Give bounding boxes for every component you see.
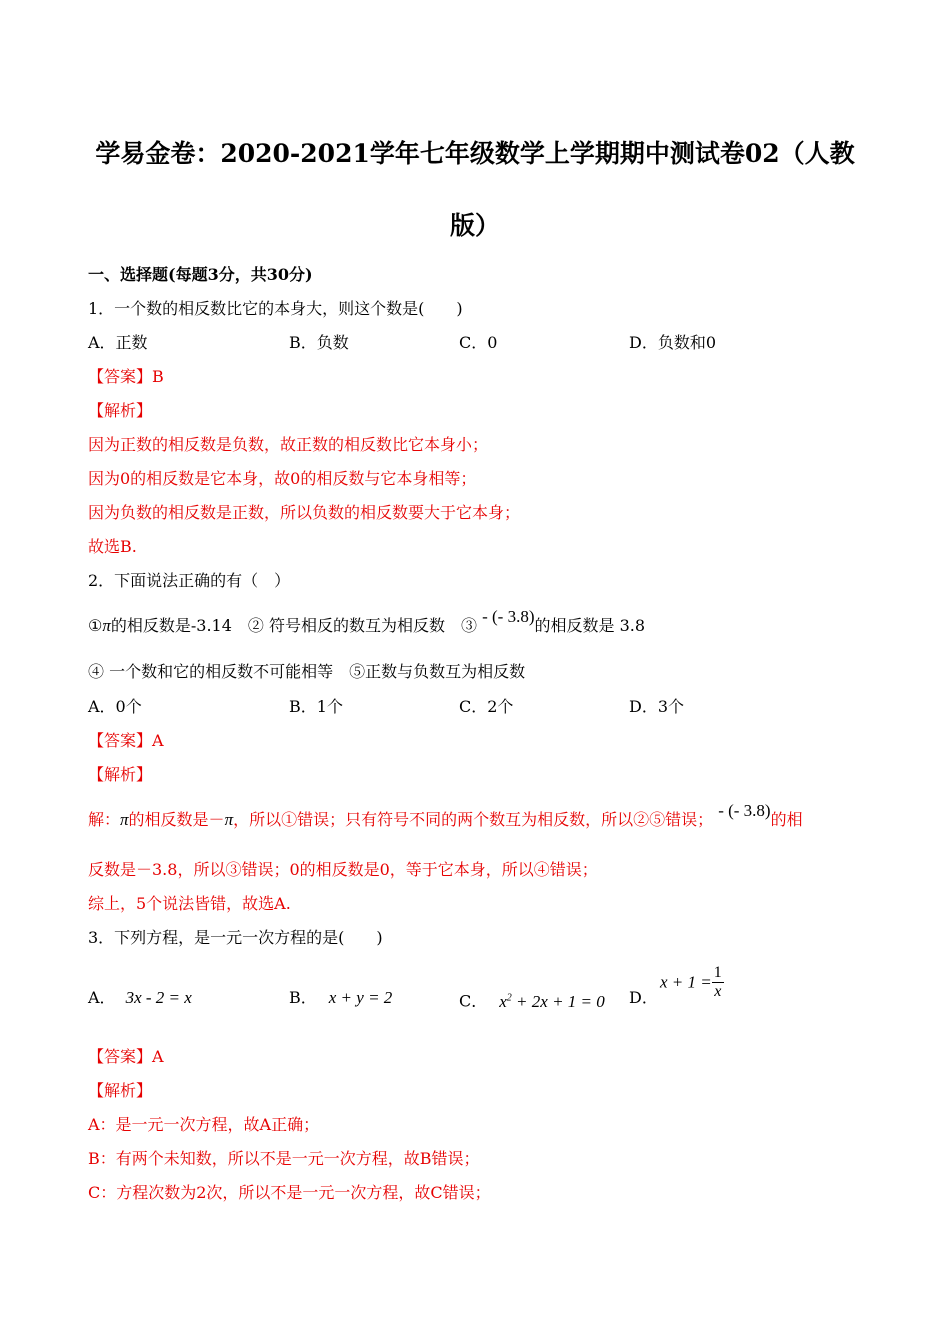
q3-option-c-expr-pre: x <box>499 991 507 1011</box>
q1-analysis-line: 因为0的相反数是它本身，故0的相反数与它本身相等； <box>88 469 477 488</box>
q1-analysis-line: 因为负数的相反数是正数，所以负数的相反数要大于它本身； <box>88 503 521 522</box>
q3-option-b <box>289 988 392 1008</box>
q3-option-b-expression: x + y = 2 <box>328 988 393 1007</box>
q3-option-a <box>88 988 192 1008</box>
q2-analysis-text: ，所以①错误；只有符号不同的两个数互为相反数，所以②⑤错误； <box>233 810 714 829</box>
q2-option-c: C．2个 <box>459 697 514 716</box>
q2-statement-prefix: ① <box>88 616 103 635</box>
q2-statement-text: 的相反数是-3.14 ② 符号相反的数互为相反数 ③ <box>110 616 477 635</box>
q3-option-d-fraction <box>712 964 724 1001</box>
q2-statements-line-1 <box>88 607 646 636</box>
q2-analysis-label: 【解析】 <box>88 765 153 784</box>
q2-analysis-mid: 的相反数是－ <box>128 810 225 829</box>
q2-option-b: B．1个 <box>289 697 343 716</box>
q2-analysis-line-2: 反数是－3.8，所以③错误；0的相反数是0，等于它本身，所以④错误； <box>88 860 598 879</box>
q3-analysis-line: B：有两个未知数，所以不是一元一次方程，故B错误； <box>88 1149 480 1168</box>
q2-analysis-line-3: 综上，5个说法皆错，故选A. <box>88 894 291 913</box>
q3-option-c-expression <box>499 992 605 1011</box>
q3-option-c <box>459 988 605 1012</box>
q3-analysis-label: 【解析】 <box>88 1081 153 1100</box>
pi-symbol: π <box>224 810 234 829</box>
q3-option-d-label: D． <box>629 988 658 1007</box>
q2-expression: - (- 3.8) <box>482 607 535 626</box>
q1-analysis-line: 因为正数的相反数是负数，故正数的相反数比它本身小； <box>88 435 489 454</box>
q1-analysis-line: 故选B. <box>88 537 137 556</box>
q3-option-a-label: A． <box>88 988 116 1007</box>
q1-option-c: C．0 <box>459 333 498 352</box>
fraction-denominator: x <box>714 983 722 1000</box>
fraction-numerator: 1 <box>713 964 722 981</box>
q3-option-d-label-wrap <box>629 988 658 1008</box>
q3-option-b-label: B． <box>289 988 317 1007</box>
q1-answer: 【答案】B <box>88 367 164 386</box>
q1-option-a: A．正数 <box>88 333 148 352</box>
q2-analysis-expression: - (- 3.8) <box>718 801 771 820</box>
q3-option-d-expression: x + 1 = <box>660 972 712 992</box>
q2-statements-line-2: ④ 一个数和它的相反数不可能相等 ⑤正数与负数互为相反数 <box>88 662 526 681</box>
q3-stem: 3．下列方程，是一元一次方程的是( ) <box>88 928 383 947</box>
q3-option-d <box>660 964 724 1001</box>
document-title-line-2: 版） <box>449 211 500 240</box>
q3-option-a-expression: 3x - 2 = x <box>125 988 192 1007</box>
q1-stem: 1．一个数的相反数比它的本身大，则这个数是( ) <box>88 299 463 318</box>
q1-option-d: D．负数和0 <box>629 333 717 352</box>
q2-statement-suffix: 的相反数是 3.8 <box>534 616 646 635</box>
document-title-line-1: 学易金卷：2020-2021学年七年级数学上学期期中测试卷02（人教 <box>95 139 855 168</box>
q2-stem: 2．下面说法正确的有（ ） <box>88 571 291 590</box>
q1-analysis-label: 【解析】 <box>88 401 153 420</box>
q3-option-c-exponent: 2 <box>506 992 512 1003</box>
q3-option-c-expr-post: + 2x + 1 = 0 <box>511 991 605 1011</box>
q2-analysis-line-1 <box>88 801 803 830</box>
q2-answer: 【答案】A <box>88 731 164 750</box>
q2-analysis-prefix: 解： <box>88 810 121 829</box>
q3-answer: 【答案】A <box>88 1047 164 1066</box>
q2-analysis-suffix: 的相 <box>770 810 803 829</box>
q3-analysis-line: A：是一元一次方程，故A正确； <box>88 1115 320 1134</box>
section-heading: 一、选择题(每题3分，共30分) <box>88 265 313 284</box>
q3-option-c-label: C． <box>459 991 488 1011</box>
q2-option-d: D．3个 <box>629 697 685 716</box>
q3-analysis-line: C：方程次数为2次，所以不是一元一次方程，故C错误； <box>88 1183 491 1202</box>
pi-symbol: π <box>102 616 111 635</box>
q1-option-b: B．负数 <box>289 333 349 352</box>
pi-symbol: π <box>120 810 129 829</box>
q2-option-a: A．0个 <box>88 697 142 716</box>
